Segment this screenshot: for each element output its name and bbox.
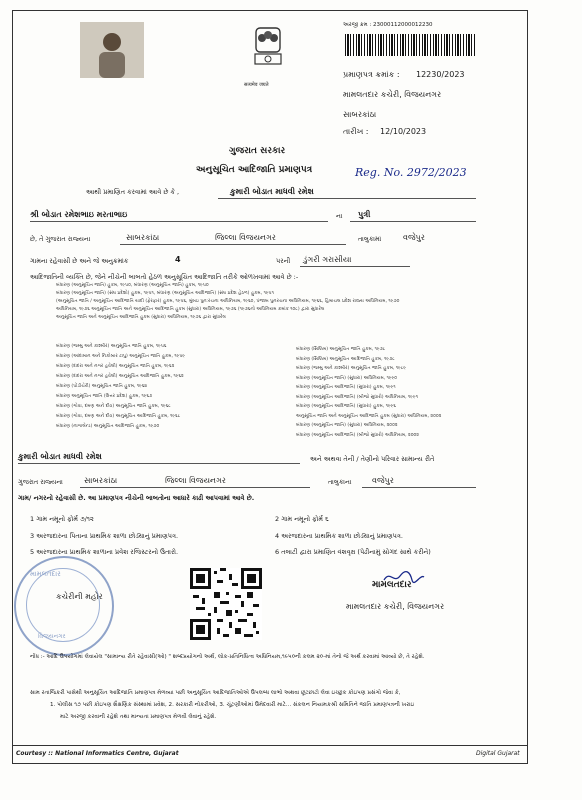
ward-number: 4 bbox=[175, 255, 181, 264]
order-item: બંધારણ (અનુસૂચિત આદિજાતિ) (સુધારા) હુકમ, ૧૯૯૬ bbox=[296, 404, 396, 409]
certificate-number: 12230/2023 bbox=[416, 70, 465, 79]
district-underline bbox=[120, 244, 346, 245]
orders-left bbox=[56, 342, 286, 432]
order-item: બંધારણ (પોંડીચેરી) અનુસૂચિત જાતિ હુકમ, ૧૯૬૪ bbox=[56, 384, 148, 389]
family-name-underline bbox=[18, 463, 300, 464]
family-district-underline bbox=[80, 487, 310, 488]
certificate-number-label: પ્રમાણપત્ર ક્રમાંક : bbox=[343, 70, 400, 79]
doc-item: 1 ગામ નમૂનો ફોર્મ ૭/૧૨ bbox=[30, 515, 94, 523]
officer-office: મામલતદાર કચેરી, વિજયનગર bbox=[346, 602, 445, 611]
doc-item: 2 ગામ નમૂનો ફોર્મ ૬ bbox=[275, 515, 329, 523]
father-name: શ્રી બોડાત રમેશભાઇ મરતાભાઇ bbox=[30, 210, 128, 219]
note-line-2: સામ રતાજિકરી પાસેથી અનુસૂચિત આદિજાતિ પ્રમાણપત્ર મેળવ્યા પછી અનુસૂચિત આદિજાતિઓએ ઉપલબ્ધ લાભો અથવા છૂટછાટો લેવા ઇચ્છુક કોઇપણ પ્રસંગો જેવા કે, bbox=[30, 690, 401, 696]
order-item: બંધારણ (અનુસૂચિત આદિજાતિ) (બીજો સુધારો) અધિનિયમ, ૨૦૦૨ bbox=[296, 432, 419, 438]
note-line-3: 1. પોલીસ ૧૭ પછી કોઇપણ શૈક્ષણિક સંસ્થામાં પ્રવેશ, 2. સરકારી નોકરીઓ, 3. ચૂંટણીઓમાં ઉમેદવારી માટે... સંકલન નિયામકશ્રી સમિતિને જાતિ પ્રમાણપત્રની ખરાઇ bbox=[50, 702, 415, 708]
doc-item: 3 અરજદારના પિતાના પ્રાથમિક શાળા છોડ્યાનું પ્રમાણપત્ર. bbox=[30, 532, 179, 540]
order-item: બંધારણ (દાદરા અને નગર હવેલી) અનુસૂચિત જાતિ હુકમ, ૧૯૬૨ bbox=[56, 364, 175, 369]
order-item: બંધારણ (ગોવા, દમણ અને દીવ) અનુસૂચિત જાતિ હુકમ, ૧૯૬૮ bbox=[56, 404, 171, 409]
date-label: તારીખ : bbox=[343, 127, 369, 136]
footer-courtesy: Courtesy :: National Informatics Centre, Gujarat bbox=[16, 750, 179, 757]
note-line-1: નોંધ :- આદિ ઉપયોગમાં લેવાયેલ "સામાન્ય રીતે રહેવાસી(ઓ) " શબ્દપ્રયોગનો અર્થ, લોક-પ્રતિનિધિત્વ અધિનિયમ,૧૯૫૦ની કલમ ૨૦-માં તેનો જે અર્થ કરવામાં આવ્યો છે, તે રહેશે. bbox=[30, 654, 425, 660]
order-item: બંધારણ (અનુસૂચિત જાતિ) (સંઘ પ્રદેશો) હુકમ, ૧૯૫૧, બંધારણ (અનુસૂચિત આદિજાતિ) (સંઘ પ્રદેશ હેઠળ) હુકમ, ૧૯૫૧ bbox=[56, 291, 274, 296]
order-item: બંધારણ (અનુસૂચિત જાતિ) (સુધારા) અધિનિયમ, ૧૯૯૦ bbox=[296, 375, 398, 381]
order-item: બંધારણ (જમ્મુ અને કાશ્મીર) અનુસૂચિત જાતિ હુકમ, ૧૯૮૯ bbox=[296, 366, 407, 371]
district-suffix: જિલ્લા વિજયનગર bbox=[215, 233, 276, 242]
application-number: અરજી ક્રમ : 23000112000012230 bbox=[343, 22, 433, 28]
taluka-label: તાલુકામાં bbox=[358, 235, 382, 243]
relation: પુત્રી bbox=[358, 210, 371, 219]
order-item: અધિનિયમ, ૧૯૭૬ અનુસૂચિત જાતિ અને અનુસૂચિત આદિજાતિ હુકમ (સુધારા) અધિનિયમ, ૧૯૭૬ (૧૯૭૬નો અધિનિયમ ક્રમાંક ૧૦૮) દ્વારા સુધારેલ bbox=[56, 307, 325, 312]
family-village-underline bbox=[362, 487, 476, 488]
scheduled-line: આદિજાતિની વ્યક્તિ છે, જેને નીચેની બાબતો હેઠળ અનુસૂચિત આદિજાતિ તરીકે ઓળખવામાં આવે છે :- bbox=[30, 273, 299, 281]
government-title: ગુજરાત સરકાર bbox=[229, 146, 286, 156]
order-item: બંધારણ અનુસૂચિત જાતિ (ઉત્તર પ્રદેશ) હુકમ, ૧૯૬૭ bbox=[56, 394, 153, 399]
emblem-caption: सत्यमेव जयते bbox=[244, 82, 269, 88]
family-suffix: અને અથવા તેની / તેણીનો પરિવાર સામાન્ય રીતે bbox=[310, 455, 435, 463]
doc-item: 5 અરજદારના પ્રાથમિક શાળાના પ્રવેશ રજિસ્ટરનો ઉતારો. bbox=[30, 548, 179, 556]
orders-right bbox=[296, 345, 506, 440]
barcode bbox=[345, 34, 475, 56]
intro-text: આથી પ્રમાણિત કરવામાં આવે છે કે , bbox=[86, 188, 180, 196]
stamp-top-text: મામલતદાર bbox=[30, 570, 61, 578]
certificate-date: 12/10/2023 bbox=[380, 127, 427, 136]
order-item: બંધારણ (દાદરા અને નગર હવેલી) અનુસૂચિત આદિજાતિ હુકમ, ૧૯૬૨ bbox=[56, 374, 184, 379]
order-item: બંધારણ (નાગાલેન્ડ) અનુસૂચિત આદિજાતિ હુકમ, ૧૯૭૦ bbox=[56, 424, 160, 429]
family-district-suffix: જિલ્લા વિજયનગર bbox=[165, 476, 226, 485]
caste-underline bbox=[300, 266, 410, 267]
order-item: બંધારણ (સિક્કિમ) અનુસૂચિત આદિજાતિ હુકમ, ૧૯૭૮ bbox=[296, 356, 395, 362]
header-office: મામલતદાર કચેરી, વિજયનગર bbox=[343, 90, 442, 99]
family-state-prefix: ગુજરાત રાજ્યના bbox=[18, 478, 63, 486]
order-item: (અનુસૂચિત જાતિ / અનુસૂચિત આદિજાતિ યાદી (ફેરફાર) હુકમ, ૧૯૫૬, મુંબઇ પુનઃરચના અધિનિયમ, ૧૯૬૦, પંજાબ પુનરચના અધિનિયમ, ૧૯૬૬, હિમાચલ પ્રદેશ રાજ્ય અધિનિયમ, ૧૯૭૦ bbox=[56, 299, 400, 304]
order-item: અનુસૂચિત જાતિ અને અનુસૂચિત આદિજાતિ હુકમ (સુધારા) અધિનિયમ, ૧૯૭૬ દ્વારા સુધારેલ bbox=[56, 315, 226, 320]
office-seal-inner bbox=[26, 568, 100, 642]
officer-title: મામલતદાર bbox=[372, 580, 412, 590]
na-text: ના bbox=[336, 212, 343, 220]
orders-top bbox=[56, 282, 506, 322]
doc-item: 4 અરજદારના પ્રાથમિક શાળા છોડ્યાનું પ્રમાણપત્ર. bbox=[275, 532, 403, 540]
name-underline bbox=[218, 198, 476, 199]
qr-code bbox=[190, 568, 262, 640]
family-district-name: સાબરકાંઠા bbox=[84, 476, 118, 485]
applicant-photo bbox=[80, 22, 144, 78]
father-underline bbox=[30, 221, 328, 222]
order-item: બંધારણ (ગોવા, દમણ અને દીવ) અનુસૂચિત આદિજાતિ હુકમ, ૧૯૬૮ bbox=[56, 414, 181, 419]
caste-name: ડુંગરી ગરાસીયા bbox=[303, 255, 352, 264]
order-item: બંધારણ (આંદામાન અને નિકોબાર ટાપુ) અનુસૂચિત જાતિ હુકમ, ૧૯૫૯ bbox=[56, 354, 186, 359]
caste-prefix: પરની bbox=[276, 257, 291, 265]
order-item: બંધારણ (અનુસૂચિત જાતિ) (સુધારા) અધિનિયમ, ૨૦૦૨ bbox=[296, 423, 398, 428]
national-emblem-icon bbox=[248, 22, 288, 80]
order-item: બંધારણ (સિક્કિમ) અનુસૂચિત જાતિ હુકમ, ૧૯૭૮ bbox=[296, 347, 386, 352]
order-item: બંધારણ (અનુસૂચિત જાતિ) હુકમ, ૧૯૫૦, બંધારણ (અનુસૂચિત જાતિ) હુકમ, ૧૯૫૦ bbox=[56, 283, 209, 288]
handwritten-reg-number: Reg. No. 2972/2023 bbox=[355, 166, 467, 179]
certificate-title: અનુસૂચિત આદિજાતિ પ્રમાણપત્ર bbox=[196, 165, 313, 175]
applicant-name: કુમારી બોડાત માધવી રમેશ bbox=[230, 187, 314, 196]
family-village-name: વજેપુર bbox=[372, 476, 394, 485]
ward-text: ગામના રહેવાસી છે અને જે અનુક્રમાંક bbox=[30, 257, 129, 265]
family-name: કુમારી બોડાત માધવી રમેશ bbox=[18, 452, 102, 461]
basis-text: ગામ/ નગરનો રહેવાસી છે. આ પ્રમાણપત્ર નીચેની બાબતોના આધારે કાઢી આપવામાં આવે છે. bbox=[18, 494, 255, 502]
order-item: અનુસૂચિત જાતિ અને અનુસૂચિત આદિજાતિ હુકમ (સુધારા) અધિનિયમ, ૨૦૦૨ bbox=[296, 413, 442, 419]
footer-brand: Digital Gujarat bbox=[476, 750, 520, 757]
seal-label: કચેરીની મહોર bbox=[56, 592, 103, 601]
state-prefix: છે, તે ગુજરાત રાજ્યના bbox=[30, 235, 91, 243]
order-item: બંધારણ (જમ્મુ અને કાશ્મીર) અનુસૂચિત જાતિ હુકમ, ૧૯૫૬ bbox=[56, 344, 167, 349]
district-name: સાબરકાંઠા bbox=[126, 233, 160, 242]
header-district: સાબરકાંઠા bbox=[343, 110, 377, 119]
relation-underline bbox=[350, 221, 476, 222]
note-line-4: માટે અરજી કરવાની રહેશે તથા માન્યતા પ્રમાણપત્ર મેળવી લેવાનું રહેશે. bbox=[60, 714, 217, 720]
doc-item: 6 તલાટી દ્વારા પ્રમાણિત વંશવૃક્ષ (પેઢીનામું સોગંદ સાથે કરીને) bbox=[275, 548, 431, 556]
family-taluka-label: તાલુકાના bbox=[328, 478, 352, 486]
village-name: વજેપુર bbox=[403, 233, 425, 242]
order-item: બંધારણ (અનુસૂચિત આદિજાતિ) (સુધારા) હુકમ, ૧૯૯૧ bbox=[296, 385, 396, 390]
stamp-bottom-text: વિજયનગર bbox=[38, 633, 66, 640]
order-item: બંધારણ (અનુસૂચિત આદિજાતિ) (બીજો સુધારો) અધિનિયમ, ૧૯૯૧ bbox=[296, 394, 418, 400]
